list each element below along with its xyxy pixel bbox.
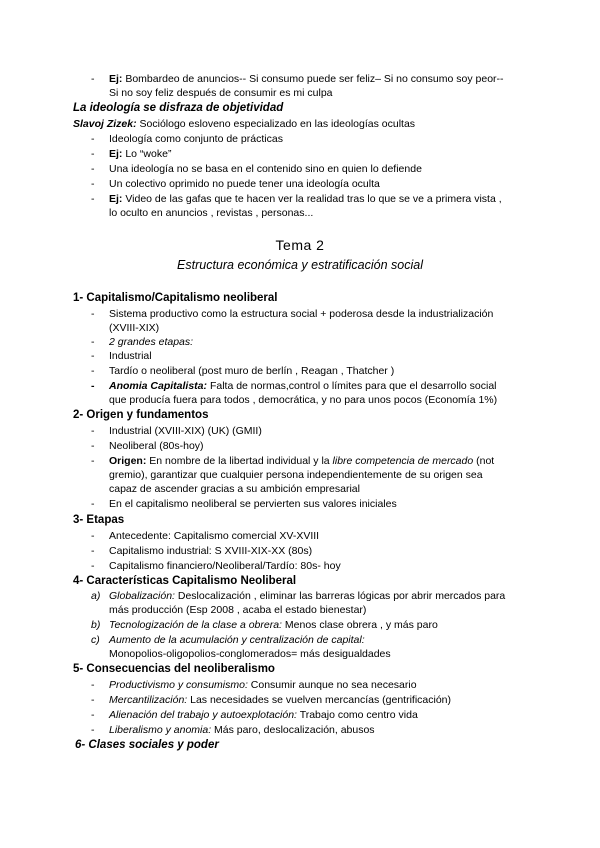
list-item: Ej: Video de las gafas que te hacen ver la realidad tras lo que se ve a primera vista , (109, 193, 502, 205)
list-item: Ideología como conjunto de prácticas (109, 133, 283, 145)
list-item-continuation: más producción (Esp 2008 , acaba el estado bienestar) (109, 604, 367, 616)
bullet-dash: - (91, 530, 95, 542)
list-item-continuation: (XVIII-XIX) (109, 322, 160, 334)
list-item: Tardío o neoliberal (post muro de berlín , Reagan , Thatcher ) (109, 365, 395, 377)
bullet-dash: - (91, 440, 95, 452)
list-item: 2 grandes etapas: (109, 336, 194, 348)
section-heading: 3- Etapas (73, 514, 125, 526)
bullet-dash: - (91, 380, 95, 392)
bullet-dash: - (91, 73, 95, 85)
bullet-dash: - (91, 193, 95, 205)
list-item: Origen: En nombre de la libertad individual y la libre competencia de mercado (not (109, 455, 495, 467)
list-item-continuation: capaz de ascender gracias a su ambición empresarial (109, 483, 360, 495)
section-heading: 5- Consecuencias del neoliberalismo (73, 663, 275, 675)
section-heading: 6- Clases sociales y poder (75, 739, 219, 751)
bullet-dash: - (91, 133, 95, 145)
list-item: Liberalismo y anomia: Más paro, deslocalización, abusos (109, 724, 375, 736)
list-item: Globalización: Deslocalización , eliminar las barreras lógicas por abrir mercados para (109, 590, 506, 602)
list-item: Aumento de la acumulación y centralización de capital: (109, 634, 365, 646)
list-item: Ej: Bombardeo de anuncios-- Si consumo puede ser feliz– Si no consumo soy peor-- (109, 73, 504, 85)
section-heading: 4- Características Capitalismo Neoliberal (73, 575, 297, 587)
list-item: Antecedente: Capitalismo comercial XV-XVIII (109, 530, 320, 542)
bullet-dash: - (91, 545, 95, 557)
bullet-dash: - (91, 178, 95, 190)
list-item-continuation: gremio), garantizar que cualquier persona independientemente de su origen sea (109, 469, 483, 481)
list-item: Productivismo y consumismo: Consumir aunque no sea necesario (109, 679, 417, 691)
list-marker: c) (91, 634, 100, 646)
bullet-dash: - (91, 425, 95, 437)
bullet-dash: - (91, 350, 95, 362)
bullet-dash: - (91, 724, 95, 736)
section-heading: La ideología se disfraza de objetividad (73, 102, 284, 114)
bullet-dash: - (91, 709, 95, 721)
list-marker: a) (91, 590, 101, 602)
list-item: Industrial (XVIII-XIX) (UK) (GMII) (109, 425, 262, 437)
bullet-dash: - (91, 560, 95, 572)
bullet-dash: - (91, 365, 95, 377)
bullet-dash: - (91, 148, 95, 160)
bullet-dash: - (91, 694, 95, 706)
page-subtitle: Estructura económica y estratificación social (177, 258, 423, 272)
bullet-dash: - (91, 498, 95, 510)
list-item: En el capitalismo neoliberal se pervierten sus valores iniciales (109, 498, 397, 510)
bullet-dash: - (91, 336, 95, 348)
bullet-dash: - (91, 455, 95, 467)
list-item: Sistema productivo como la estructura social + poderosa desde la industrialización (109, 308, 494, 320)
list-item-continuation: Si no soy feliz después de consumir es mi culpa (109, 87, 333, 99)
list-item: Ej: Lo “woke” (109, 148, 172, 160)
bullet-dash: - (91, 679, 95, 691)
list-item: Anomia Capitalista: Falta de normas,control o límites para que el desarrollo social (109, 380, 497, 392)
list-item: Capitalismo financiero/Neoliberal/Tardío: 80s- hoy (109, 560, 341, 572)
list-item: Mercantilización: Las necesidades se vuelven mercancías (gentrificación) (109, 694, 452, 706)
list-item-continuation: Monopolios-oligopolios-conglomerados= más desigualdades (109, 648, 391, 660)
list-item: Industrial (109, 350, 152, 362)
list-item: Capitalismo industrial: S XVIII-XIX-XX (80s) (109, 545, 313, 557)
bullet-dash: - (91, 308, 95, 320)
list-item-continuation: lo oculto en anuncios , revistas , personas... (109, 207, 314, 219)
list-item: Una ideología no se basa en el contenido sino en quien lo defiende (109, 163, 422, 175)
page-title: Tema 2 (275, 237, 325, 253)
paragraph: Slavoj Zizek: Sociólogo esloveno especializado en las ideologías ocultas (73, 118, 416, 130)
list-item: Alienación del trabajo y autoexplotación: Trabajo como centro vida (109, 709, 418, 721)
list-item: Neoliberal (80s-hoy) (109, 440, 204, 452)
list-item: Tecnologización de la clase a obrera: Menos clase obrera , y más paro (109, 619, 438, 631)
list-item-continuation: que producía fuera para todos , democrática, y no para unos pocos (Economía 1%) (109, 394, 498, 406)
section-heading: 2- Origen y fundamentos (73, 409, 209, 421)
list-item: Un colectivo oprimido no puede tener una ideología oculta (109, 178, 380, 190)
section-heading: 1- Capitalismo/Capitalismo neoliberal (73, 292, 278, 304)
bullet-dash: - (91, 163, 95, 175)
list-marker: b) (91, 619, 101, 631)
